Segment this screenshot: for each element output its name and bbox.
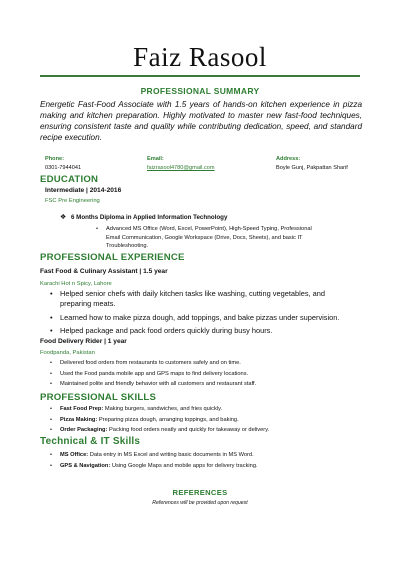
references-heading: REFERENCES (172, 488, 228, 497)
education-heading: EDUCATION (40, 174, 99, 185)
it-skills-list (50, 450, 350, 471)
phone-label: Phone: (45, 156, 64, 162)
skill-text: Using Google Maps and mobile apps for delivery tracking. (111, 462, 258, 469)
education-field: FSC Pre Engineering (45, 198, 100, 204)
list-item (50, 450, 350, 461)
skill-text: Making burgers, sandwiches, and fries quickly. (104, 406, 223, 412)
skill-label: Order Packaging: (60, 427, 108, 433)
list-item: • Used the Food panda mobile app and GPS maps to find delivery locations. (50, 369, 350, 380)
job-bullets (50, 358, 350, 390)
diamond-bullet-icon: ❖ (60, 214, 67, 221)
skills-heading: PROFESSIONAL SKILLS (40, 392, 157, 403)
it-skills-heading: Technical & IT Skills (40, 436, 141, 447)
job-place: Karachi Hot n Spicy, Lahore (40, 281, 112, 287)
diploma-detail: • Advanced MS Office (Word, Excel, PowerPoint), High-Speed Typing, Professional Email Communication, Google Workspace (Drive, Docs, Sheets), and basic IT Troubleshooting. (96, 225, 326, 251)
job-title: Fast Food & Culinary Assistant | 1.5 year (40, 268, 168, 275)
education-degree: Intermediate | 2014-2016 (45, 187, 122, 194)
job-place: Foodpanda, Pakistan (40, 350, 95, 356)
skill-label: Fast Food Prep: (60, 406, 104, 412)
list-item: • Delivered food orders from restaurants to customers safely and on time. (50, 358, 350, 369)
list-item: • Learned how to make pizza dough, add toppings, and bake pizzas under supervision. (50, 313, 340, 323)
skills-list (50, 404, 350, 436)
phone-value: 0301-7944041 (45, 165, 82, 171)
diploma-detail-list (96, 225, 326, 251)
skill-label: GPS & Navigation: (60, 462, 111, 469)
job-title: Food Delivery Rider | 1 year (40, 338, 127, 345)
diploma-title: 6 Months Diploma in Applied Information Technology (71, 214, 228, 221)
list-item (50, 425, 350, 436)
address-value: Boyle Gunj, Pakpattan Sharif (276, 165, 348, 171)
skill-label: Pizza Making: (60, 416, 98, 423)
email-label: Email: (147, 156, 164, 162)
contact-address (276, 155, 348, 173)
list-item (50, 404, 350, 415)
list-item: • Helped senior chefs with daily kitchen tasks like washing, cutting vegetables, and preparing meats. (50, 289, 340, 309)
summary-text: Energetic Fast-Food Associate with 1.5 years of hands-on kitchen experience in pizza making and kitchen preparation. Highly motivated to master new fast-food techniques, ensuring consistent taste and quality while contributing dedication, speed, and standard recipe execution. (40, 100, 362, 142)
email-link[interactable]: faizrasool4780@gmail.com (147, 165, 215, 171)
contact-email (147, 155, 215, 173)
skill-text: Data entry in MS Excel and writing basic documents in MS Word. (89, 452, 254, 458)
header-divider (40, 75, 360, 77)
job-bullets (50, 289, 340, 340)
summary-heading: PROFESSIONAL SUMMARY (140, 86, 260, 96)
skill-text: Preparing pizza dough, arranging toppings, and baking. (98, 416, 239, 423)
skill-text: Packing food orders neatly and quickly for takeaway or delivery. (109, 427, 270, 433)
list-item: • Helped package and pack food orders quickly during busy hours. (50, 326, 340, 336)
references-note: References will be provided upon request (152, 500, 248, 506)
experience-heading: PROFESSIONAL EXPERIENCE (40, 252, 185, 263)
skill-label: MS Office: (60, 452, 89, 458)
contact-phone (45, 155, 81, 173)
address-label: Address: (276, 156, 301, 162)
list-item: • Maintained polite and friendly behavior with all customers and restaurant staff. (50, 379, 350, 390)
list-item (50, 461, 350, 472)
list-item (50, 415, 350, 426)
candidate-name: Faiz Rasool (133, 42, 267, 72)
